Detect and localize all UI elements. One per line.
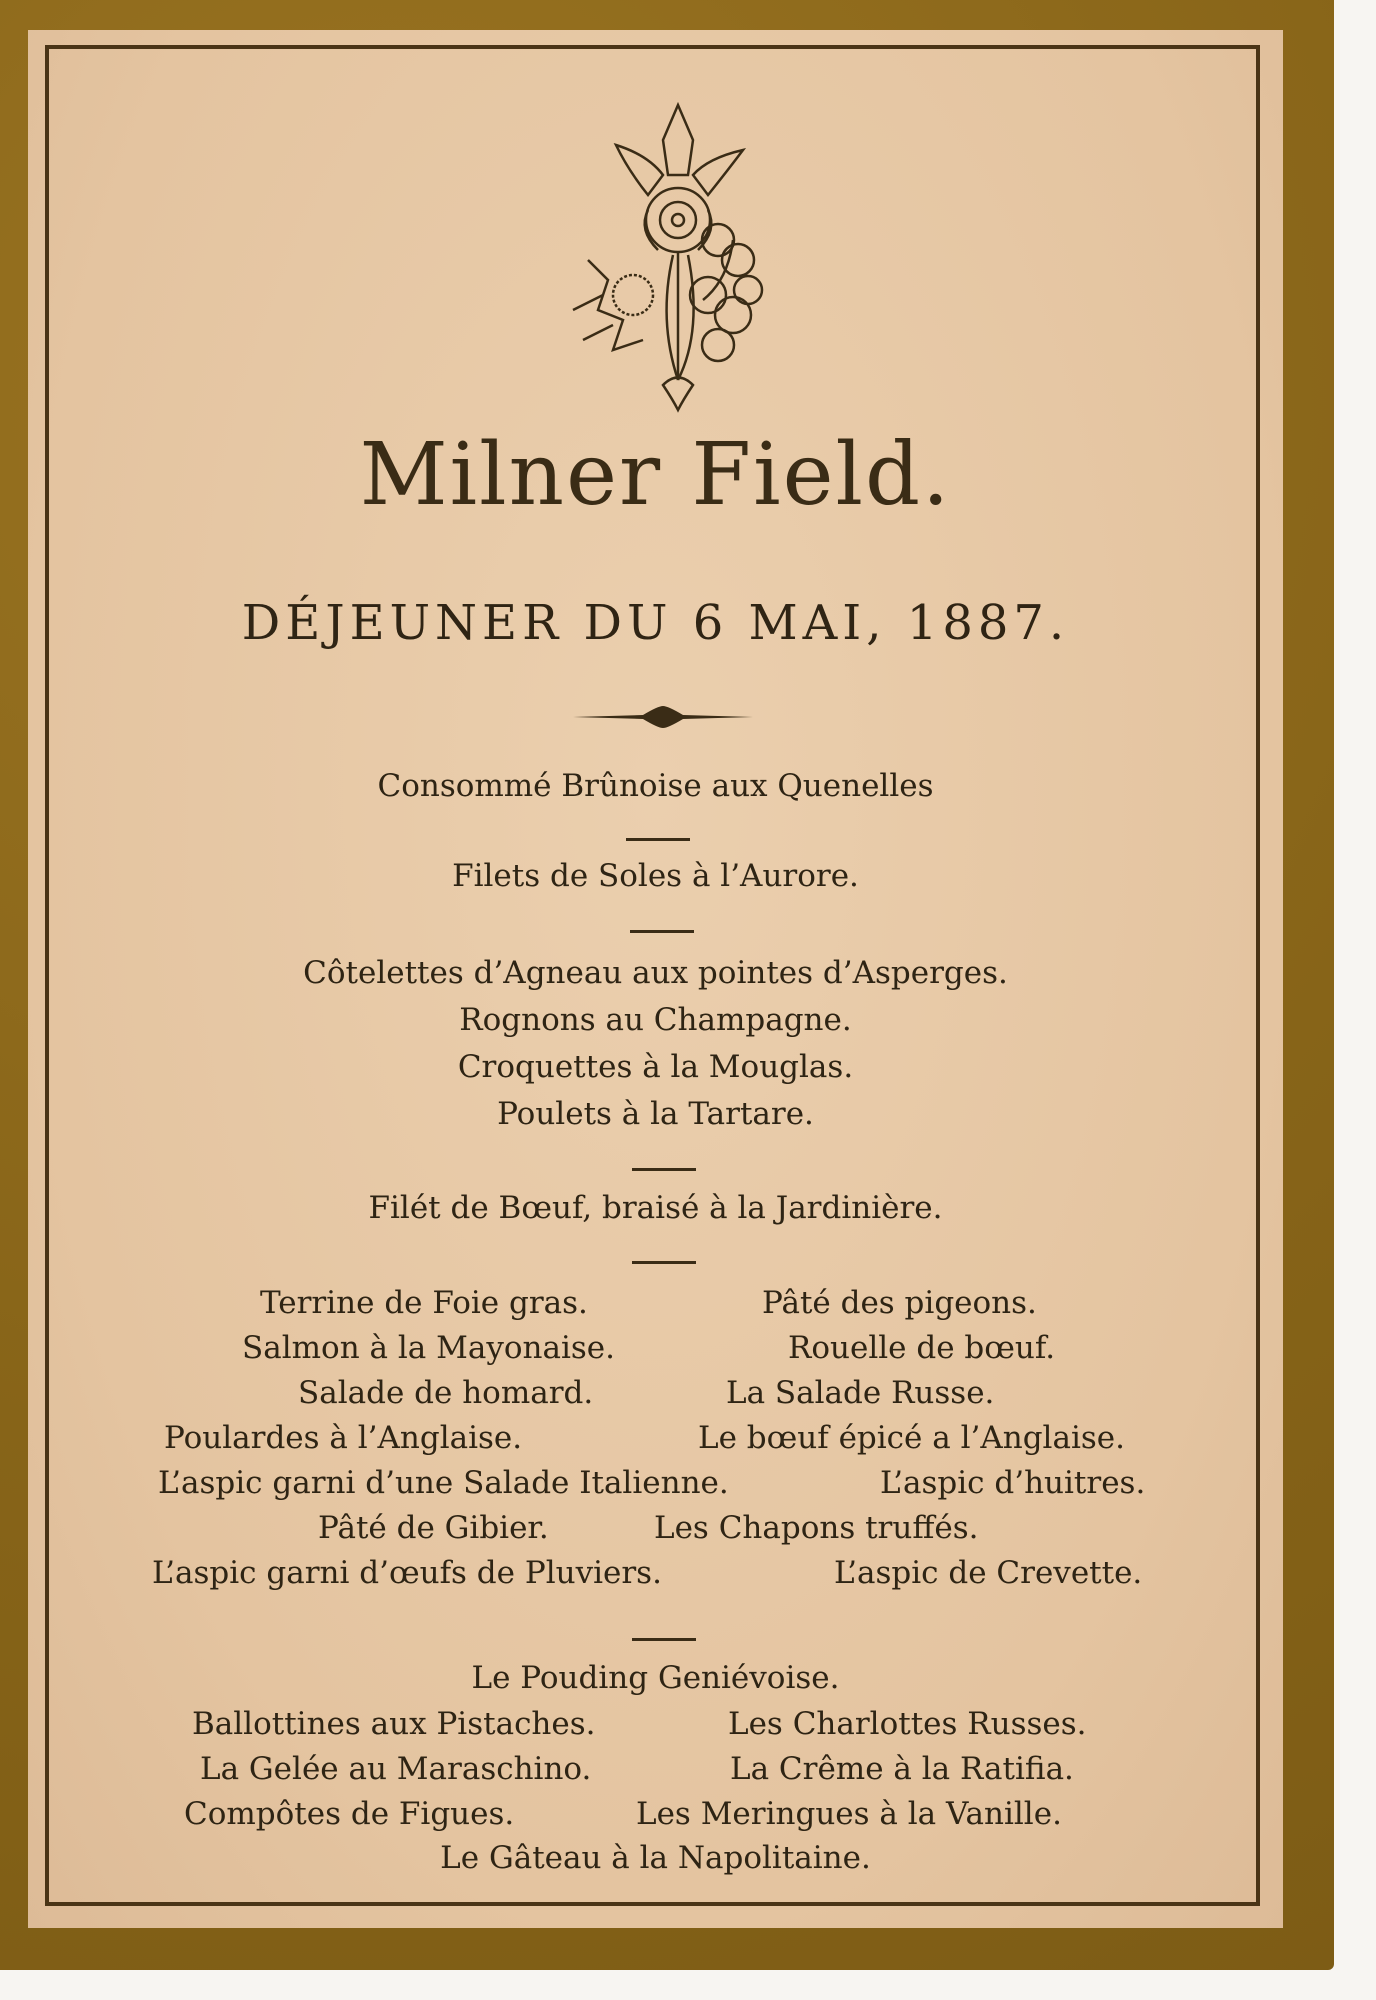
list-item-right: Les Charlottes Russes. bbox=[728, 1706, 1087, 1742]
list-item-left: Ballottines aux Pistaches. bbox=[192, 1706, 596, 1742]
menu-paper bbox=[28, 30, 1283, 1928]
list-item-left: L’aspic garni d’œufs de Pluviers. bbox=[152, 1555, 662, 1591]
course-separator bbox=[632, 1261, 696, 1264]
list-item-left: Salmon à la Mayonaise. bbox=[242, 1330, 615, 1366]
list-item-left: Poulardes à l’Anglaise. bbox=[164, 1420, 523, 1456]
list-item-right: Les Chapons truffés. bbox=[654, 1510, 979, 1546]
list-item-right: Rouelle de bœuf. bbox=[788, 1330, 1056, 1366]
list-item-right: Les Meringues à la Vanille. bbox=[636, 1796, 1062, 1832]
event-date-heading: DÉJEUNER DU 6 MAI, 1887. bbox=[241, 595, 1070, 651]
list-item-right: Le bœuf épicé a l’Anglaise. bbox=[698, 1420, 1125, 1456]
list-item-right: La Crême à la Ratifia. bbox=[730, 1751, 1074, 1787]
list-item-right: L’aspic de Crevette. bbox=[834, 1555, 1143, 1591]
list-item-right: Pâté des pigeons. bbox=[762, 1285, 1037, 1321]
menu-content bbox=[28, 30, 1283, 1928]
course-separator bbox=[632, 1168, 696, 1171]
venue-title: Milner Field. bbox=[359, 425, 952, 525]
flourish-divider-icon bbox=[573, 706, 753, 728]
menu-item-dessert-head: Le Pouding Geniévoise. bbox=[471, 1660, 840, 1696]
list-item-right: L’aspic d’huitres. bbox=[880, 1465, 1146, 1501]
menu-item-dessert-tail: Le Gâteau à la Napolitaine. bbox=[440, 1840, 871, 1876]
menu-item-soup: Consommé Brûnoise aux Quenelles bbox=[377, 768, 934, 804]
list-item-left: L’aspic garni d’une Salade Italienne. bbox=[158, 1465, 729, 1501]
list-item-left: Salade de homard. bbox=[298, 1375, 594, 1411]
list-item-left: Terrine de Foie gras. bbox=[260, 1285, 588, 1321]
course-separator bbox=[626, 838, 690, 841]
menu-item-entree: Croquettes à la Mouglas. bbox=[457, 1049, 854, 1085]
list-item-left: Pâté de Gibier. bbox=[318, 1510, 549, 1546]
course-separator bbox=[630, 930, 694, 933]
course-separator bbox=[632, 1638, 696, 1641]
list-item-left: Compôtes de Figues. bbox=[184, 1796, 515, 1832]
list-item-right: La Salade Russe. bbox=[726, 1375, 995, 1411]
menu-item-entree: Poulets à la Tartare. bbox=[497, 1096, 814, 1132]
list-item-left: La Gelée au Maraschino. bbox=[200, 1751, 592, 1787]
menu-item-fish: Filets de Soles à l’Aurore. bbox=[452, 858, 859, 894]
menu-item-entree: Côtelettes d’Agneau aux pointes d’Asperges. bbox=[303, 955, 1008, 991]
menu-item-entree: Rognons au Champagne. bbox=[459, 1002, 852, 1038]
menu-item-releve: Filét de Bœuf, braisé à la Jardinière. bbox=[368, 1190, 943, 1226]
floral-bouquet-icon bbox=[528, 80, 828, 420]
